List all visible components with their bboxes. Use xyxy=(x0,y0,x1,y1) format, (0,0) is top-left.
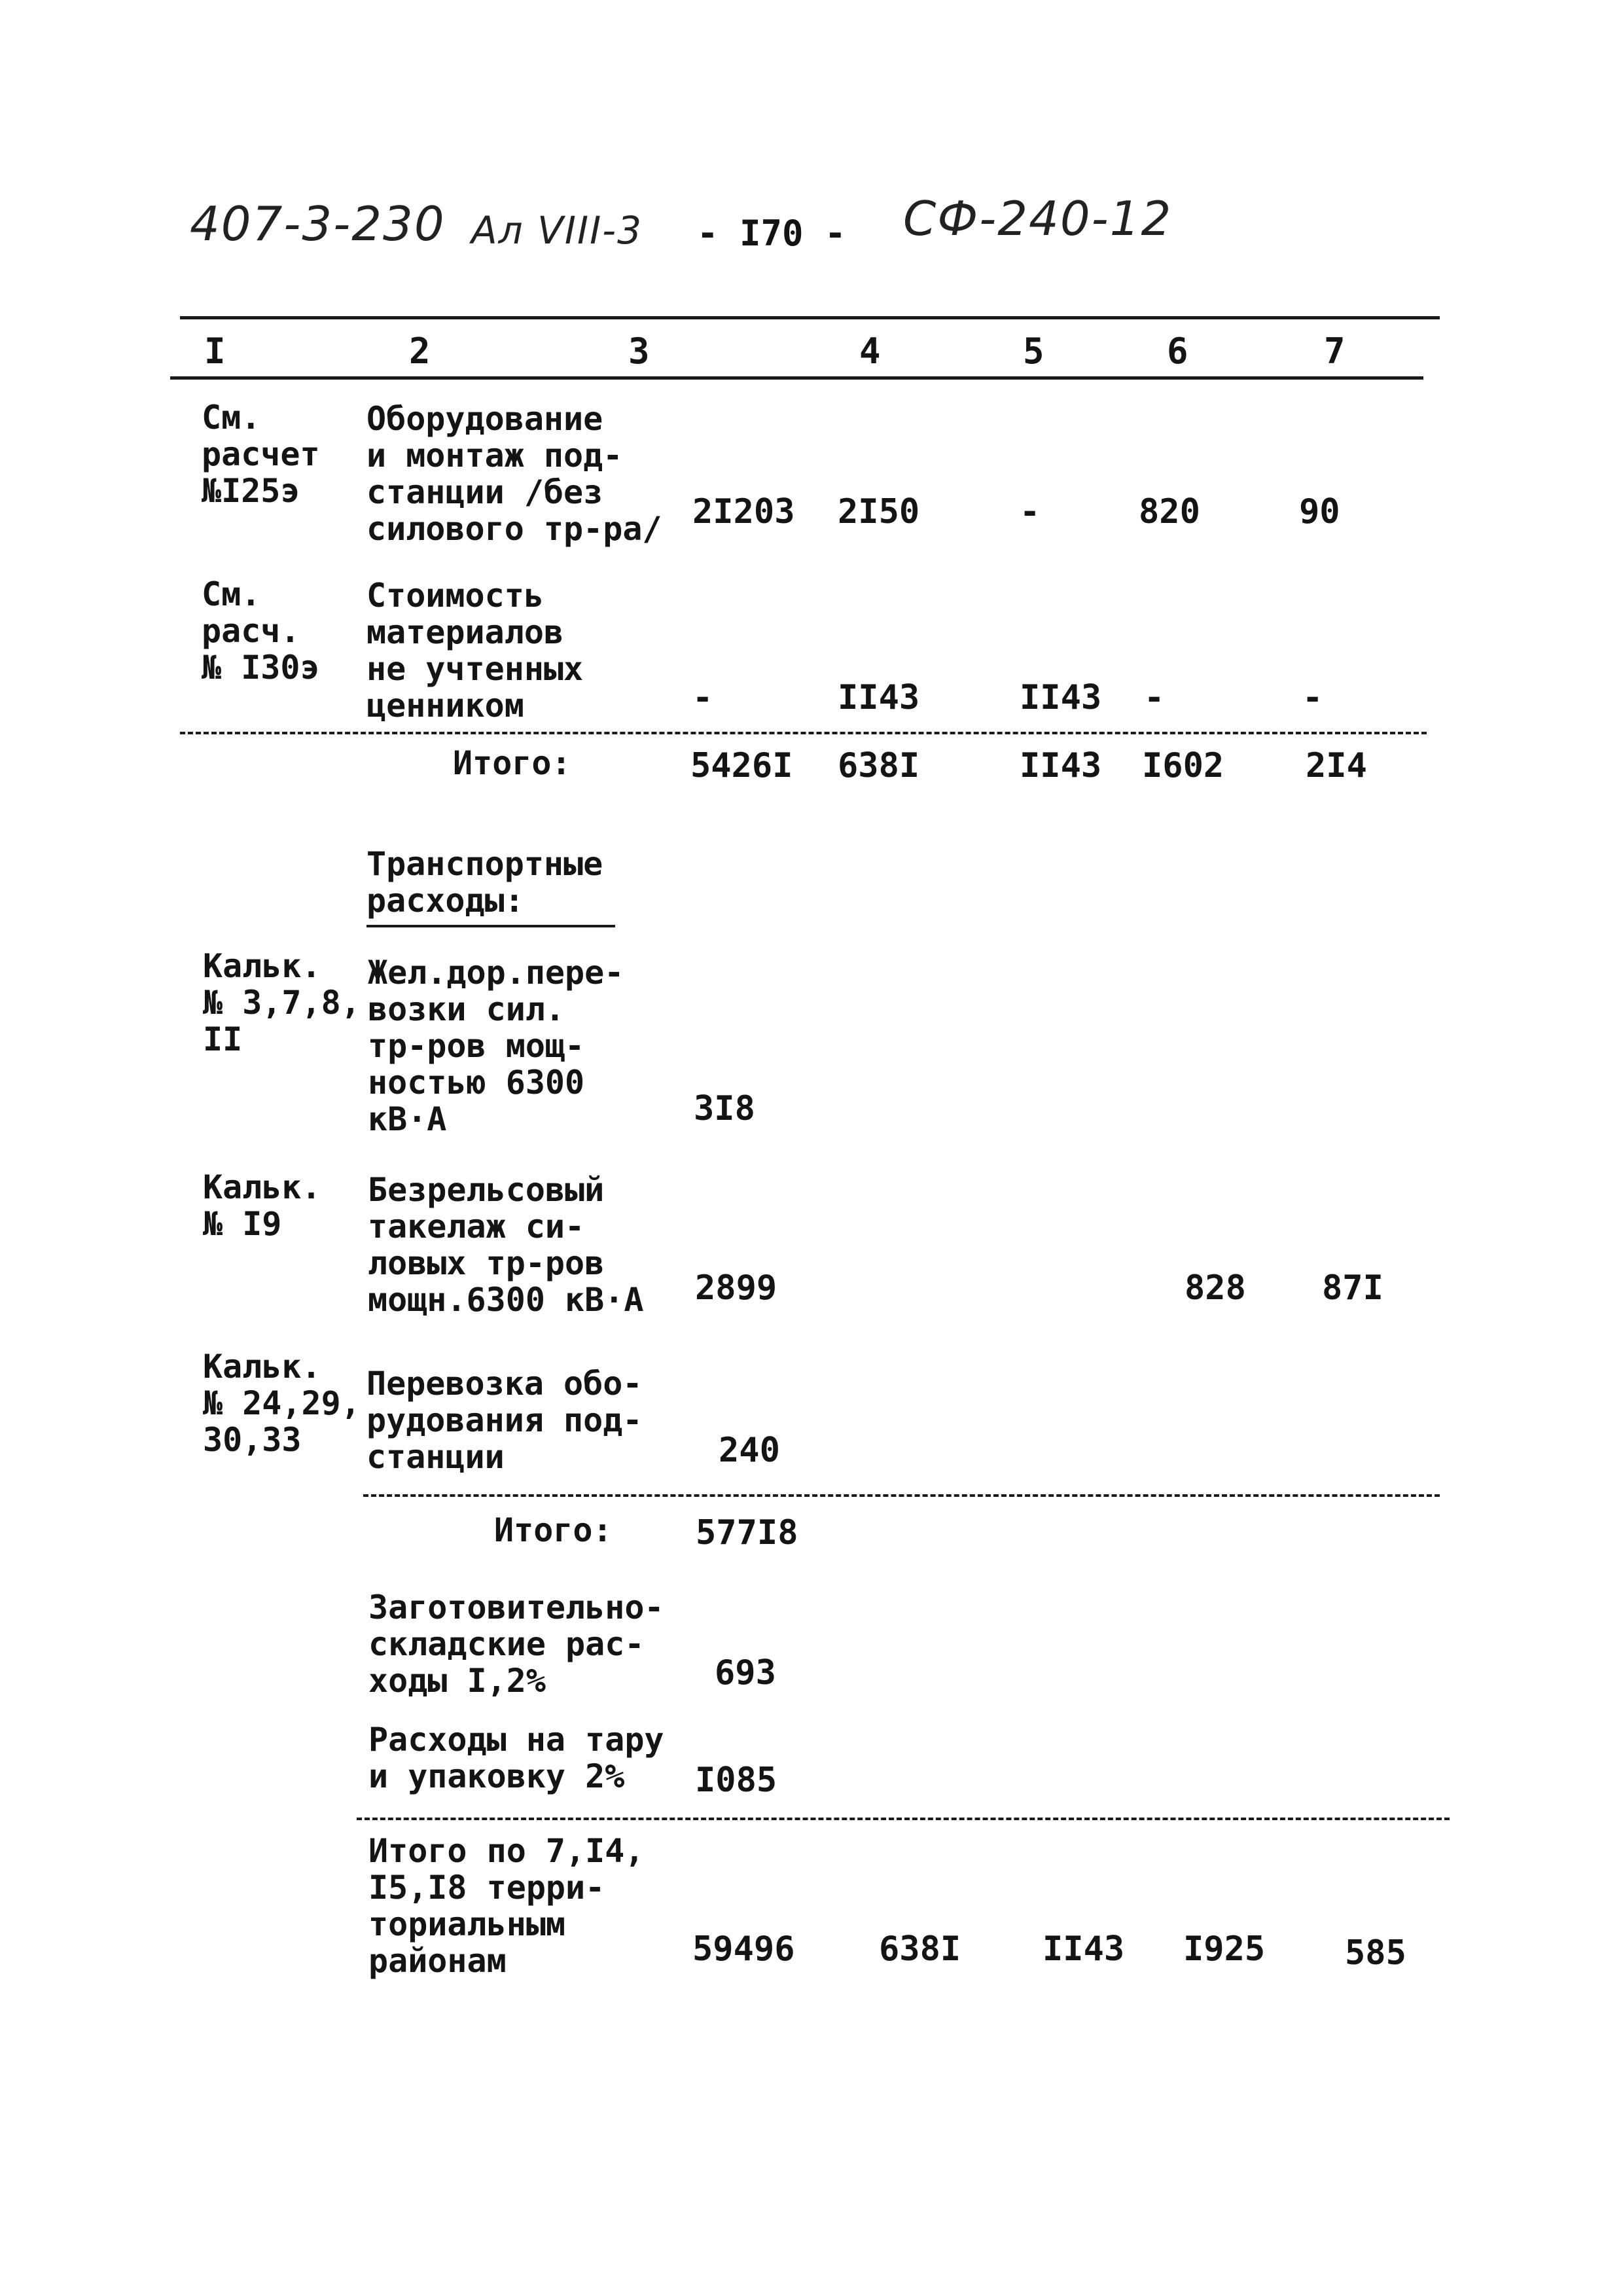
subtotal-col-4: 638I xyxy=(838,746,920,785)
row-reference: Кальк. № I9 xyxy=(203,1168,321,1243)
subtotal-col-3: 577I8 xyxy=(696,1513,798,1552)
final-total-rule xyxy=(357,1818,1450,1820)
subtotal-label: Итого: xyxy=(453,744,571,782)
row-col-3: 2I203 xyxy=(692,492,795,531)
row-col-5: - xyxy=(1020,492,1041,531)
final-total-col-6: I925 xyxy=(1183,1929,1266,1969)
column-header-1: I xyxy=(204,331,226,372)
table-top-rule xyxy=(180,316,1440,319)
subtotal-col-5: II43 xyxy=(1020,746,1102,785)
column-header-6: 6 xyxy=(1167,331,1188,372)
subtotal-rule xyxy=(363,1494,1440,1497)
row-col-6: - xyxy=(1144,678,1165,717)
subtotal-col-7: 2I4 xyxy=(1306,746,1367,785)
row-description: Безрельсовый такелаж си- ловых тр-ров мощн.6300 кВ·А xyxy=(368,1171,644,1319)
row-col-6: 828 xyxy=(1185,1268,1246,1308)
sheet-code: СФ-240-12 xyxy=(903,191,1173,246)
page-number: - I70 - xyxy=(697,213,846,254)
subtotal-label: Итого: xyxy=(494,1511,613,1549)
column-header-2: 2 xyxy=(409,331,431,372)
row-description: Перевозка обо- рудования под- станции xyxy=(366,1365,643,1476)
row-col-3: 240 xyxy=(719,1431,780,1470)
row-description: Оборудование и монтаж под- станции /без силового тр-ра/ xyxy=(366,400,662,548)
packaging-col-3: I085 xyxy=(695,1761,777,1800)
procurement-col-3: 693 xyxy=(715,1653,776,1693)
row-description: Стоимость материалов не учтенных ценником xyxy=(366,577,584,725)
subtotal-col-6: I602 xyxy=(1142,746,1224,785)
column-header-7: 7 xyxy=(1324,331,1346,372)
row-reference: См. расчет №I25э xyxy=(202,399,320,510)
row-col-4: II43 xyxy=(838,678,920,717)
album-number: Ал VIII-3 xyxy=(471,208,643,253)
final-total-col-4: 638I xyxy=(879,1929,961,1969)
final-total-col-7: 585 xyxy=(1345,1933,1406,1973)
final-total-col-5: II43 xyxy=(1043,1929,1125,1969)
row-col-3: 3I8 xyxy=(694,1089,755,1128)
header-bottom-rule xyxy=(170,376,1423,380)
final-total-col-3: 59496 xyxy=(692,1929,795,1969)
column-header-5: 5 xyxy=(1023,331,1044,372)
row-reference: Кальк. № 3,7,8, II xyxy=(203,947,361,1058)
final-total-description: Итого по 7,I4, I5,I8 терри- ториальным районам xyxy=(368,1832,645,1980)
row-col-6: 820 xyxy=(1139,492,1200,531)
row-col-3: - xyxy=(692,678,713,717)
row-reference: Кальк. № 24,29, 30,33 xyxy=(203,1348,361,1459)
transport-heading-underline xyxy=(366,925,615,927)
subtotal-col-3: 5426I xyxy=(690,746,793,785)
row-col-7: 87I xyxy=(1322,1268,1383,1308)
doc-code: 407-3-230 xyxy=(190,196,446,251)
packaging-description: Расходы на тару и упаковку 2% xyxy=(368,1721,664,1795)
row-col-3: 2899 xyxy=(695,1268,777,1308)
row-col-7: 90 xyxy=(1299,492,1340,531)
procurement-description: Заготовительно- складские рас- ходы I,2% xyxy=(368,1588,664,1700)
subtotal-rule xyxy=(180,732,1427,734)
row-description: Жел.дор.пере- возки сил. тр-ров мощ- ностью 6300 кВ·А xyxy=(368,954,624,1138)
column-header-4: 4 xyxy=(859,331,881,372)
transport-heading: Транспортные расходы: xyxy=(366,845,603,920)
row-col-7: - xyxy=(1302,678,1323,717)
row-col-5: II43 xyxy=(1020,678,1102,717)
row-reference: См. расч. № I30э xyxy=(202,575,320,687)
row-col-4: 2I50 xyxy=(838,492,920,531)
column-header-3: 3 xyxy=(628,331,650,372)
